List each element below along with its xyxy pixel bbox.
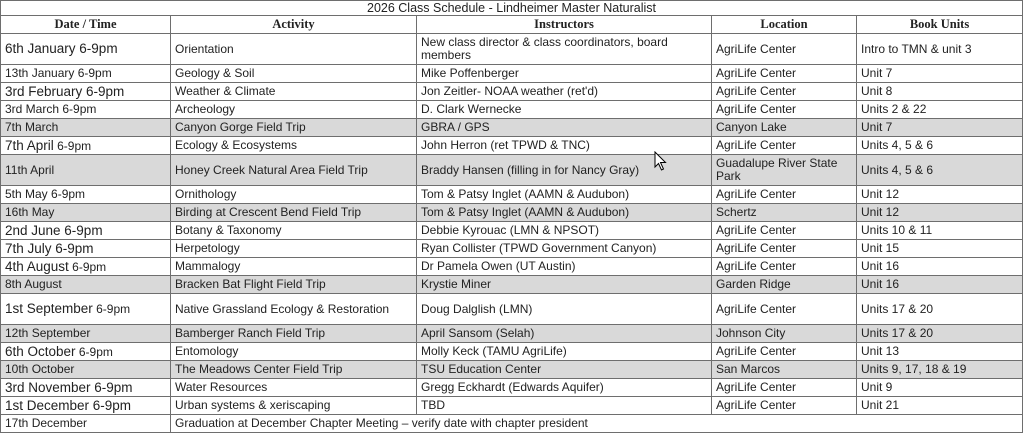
cell-date: [1, 119, 171, 137]
cell-date: [1, 379, 171, 397]
cell-activity: Bracken Bat Flight Field Trip: [171, 276, 417, 294]
table-row: [1, 204, 1023, 222]
cell-date: [1, 276, 171, 294]
header-date: Date / Time: [1, 16, 171, 34]
cell-activity: Weather & Climate: [171, 83, 417, 101]
table-row: [1, 325, 1023, 343]
graduation-note: Graduation at December Chapter Meeting – verify date with chapter president: [171, 415, 1023, 433]
cell-units: Units 4, 5 & 6: [857, 137, 1023, 155]
cell-units: Unit 9: [857, 379, 1023, 397]
cell-units: Units 10 & 11: [857, 222, 1023, 240]
cell-units: Intro to TMN & unit 3: [857, 34, 1023, 65]
title-row: [1, 1, 1023, 16]
table-row: [1, 34, 1023, 65]
cell-location: Guadalupe River State Park: [712, 155, 857, 186]
header-location: Location: [712, 16, 857, 34]
date-text: 4th August: [5, 258, 69, 274]
cell-date: [1, 101, 171, 119]
cell-units: Unit 21: [857, 397, 1023, 415]
cell-location: Johnson City: [712, 325, 857, 343]
cell-date: [1, 361, 171, 379]
cell-units: Units 17 & 20: [857, 294, 1023, 325]
mouse-pointer-icon: [654, 151, 668, 171]
date-text: 6th January 6-9pm: [5, 41, 118, 56]
date-text: 7th July 6-9pm: [5, 240, 94, 256]
cell-instructors: Jon Zeitler- NOAA weather (ret'd): [417, 83, 712, 101]
cell-date: [1, 397, 171, 415]
cell-instructors: TSU Education Center: [417, 361, 712, 379]
cell-instructors: Braddy Hansen (filling in for Nancy Gray): [417, 155, 712, 186]
cell-activity: Urban systems & xeriscaping: [171, 397, 417, 415]
cell-location: AgriLife Center: [712, 186, 857, 204]
cell-activity: Archeology: [171, 101, 417, 119]
cell-location: AgriLife Center: [712, 343, 857, 361]
cell-date: [1, 34, 171, 65]
cell-units: Unit 8: [857, 83, 1023, 101]
cell-date: [1, 294, 171, 325]
cell-units: Unit 13: [857, 343, 1023, 361]
time-text: 6-9pm: [59, 102, 97, 116]
date-text: 3rd February 6-9pm: [5, 83, 125, 99]
date-text: 7th March: [5, 120, 59, 134]
cell-instructors: Dr Pamela Owen (UT Austin): [417, 258, 712, 276]
cell-date: [1, 325, 171, 343]
cell-activity: Ornithology: [171, 186, 417, 204]
cell-location: Garden Ridge: [712, 276, 857, 294]
table-row: [1, 137, 1023, 155]
cell-location: AgriLife Center: [712, 65, 857, 83]
cell-activity: Mammalogy: [171, 258, 417, 276]
cell-location: AgriLife Center: [712, 240, 857, 258]
cell-units: Units 9, 17, 18 & 19: [857, 361, 1023, 379]
table-row: [1, 155, 1023, 186]
table-row: [1, 222, 1023, 240]
cell-instructors: Tom & Patsy Inglet (AAMN & Audubon): [417, 204, 712, 222]
table-row: [1, 240, 1023, 258]
date-text: 1st September: [5, 301, 93, 316]
cell-date: [1, 204, 171, 222]
cell-location: AgriLife Center: [712, 34, 857, 65]
cell-location: Schertz: [712, 204, 857, 222]
date-text: 3rd November 6-9pm: [5, 379, 133, 395]
cell-date: [1, 137, 171, 155]
cell-date: 17th December: [1, 415, 171, 433]
cell-date: [1, 222, 171, 240]
cell-activity: Botany & Taxonomy: [171, 222, 417, 240]
cell-date: [1, 65, 171, 83]
cell-units: Units 17 & 20: [857, 325, 1023, 343]
cell-activity: Herpetology: [171, 240, 417, 258]
cell-activity: Orientation: [171, 34, 417, 65]
table-row: [1, 101, 1023, 119]
cell-location: AgriLife Center: [712, 294, 857, 325]
cell-instructors: Gregg Eckhardt (Edwards Aquifer): [417, 379, 712, 397]
cell-instructors: TBD: [417, 397, 712, 415]
cell-activity: Bamberger Ranch Field Trip: [171, 325, 417, 343]
cell-units: Unit 16: [857, 258, 1023, 276]
table-row: [1, 83, 1023, 101]
cell-activity: Birding at Crescent Bend Field Trip: [171, 204, 417, 222]
table-row: [1, 65, 1023, 83]
cell-activity: The Meadows Center Field Trip: [171, 361, 417, 379]
header-units: Book Units: [857, 16, 1023, 34]
date-text: 16th May: [5, 205, 55, 219]
table-row: [1, 119, 1023, 137]
cell-instructors: GBRA / GPS: [417, 119, 712, 137]
cell-instructors: Mike Poffenberger: [417, 65, 712, 83]
cell-activity: Native Grassland Ecology & Restoration: [171, 294, 417, 325]
cell-location: AgriLife Center: [712, 101, 857, 119]
cell-location: AgriLife Center: [712, 379, 857, 397]
date-text: 11th April: [5, 162, 55, 177]
cell-units: Units 4, 5 & 6: [857, 155, 1023, 186]
cell-activity: Honey Creek Natural Area Field Trip: [171, 155, 417, 186]
cell-units: Unit 12: [857, 186, 1023, 204]
table-row: [1, 397, 1023, 415]
cell-instructors: Debbie Kyrouac (LMN & NPSOT): [417, 222, 712, 240]
cell-activity: Canyon Gorge Field Trip: [171, 119, 417, 137]
date-text: 1st December 6-9pm: [5, 397, 132, 413]
cell-date: [1, 258, 171, 276]
time-text: 6-9pm: [53, 138, 92, 153]
date-text: 6th October: [5, 343, 76, 359]
cell-instructors: John Herron (ret TPWD & TNC): [417, 137, 712, 155]
header-activity: Activity: [171, 16, 417, 34]
table-row: [1, 186, 1023, 204]
cell-location: Canyon Lake: [712, 119, 857, 137]
cell-activity: Entomology: [171, 343, 417, 361]
table-row: [1, 258, 1023, 276]
date-text: 5th May: [5, 187, 48, 201]
page-title: 2026 Class Schedule - Lindheimer Master Naturalist: [1, 1, 1023, 16]
table-row: [1, 379, 1023, 397]
cell-units: Unit 7: [857, 119, 1023, 137]
date-text: 2nd June 6-9pm: [5, 222, 103, 238]
table-row: [1, 276, 1023, 294]
time-text: 6-9pm: [47, 187, 86, 201]
cell-instructors: Molly Keck (TAMU AgriLife): [417, 343, 712, 361]
cell-date: [1, 240, 171, 258]
table-row: [1, 361, 1023, 379]
cell-activity: Water Resources: [171, 379, 417, 397]
time-text: 6-9pm: [68, 259, 107, 274]
time-text: 6-9pm: [92, 302, 131, 316]
cell-location: San Marcos: [712, 361, 857, 379]
cell-instructors: April Sansom (Selah): [417, 325, 712, 343]
header-row: [1, 16, 1023, 34]
table-row-final: [1, 415, 1023, 433]
date-text: 10th October: [5, 362, 75, 376]
cell-activity: Ecology & Ecosystems: [171, 137, 417, 155]
cell-units: Units 2 & 22: [857, 101, 1023, 119]
cell-location: AgriLife Center: [712, 83, 857, 101]
cell-instructors: Tom & Patsy Inglet (AAMN & Audubon): [417, 186, 712, 204]
cell-date: [1, 83, 171, 101]
cell-instructors: D. Clark Wernecke: [417, 101, 712, 119]
cell-units: Unit 15: [857, 240, 1023, 258]
cell-location: AgriLife Center: [712, 258, 857, 276]
cell-date: [1, 155, 171, 186]
table-row: [1, 343, 1023, 361]
cell-units: Unit 16: [857, 276, 1023, 294]
cell-units: Unit 7: [857, 65, 1023, 83]
time-text: 6-9pm: [75, 344, 113, 359]
date-text: 13th January 6-9pm: [5, 66, 112, 80]
cell-location: AgriLife Center: [712, 397, 857, 415]
cell-instructors: Doug Dalglish (LMN): [417, 294, 712, 325]
cell-instructors: Krystie Miner: [417, 276, 712, 294]
cell-location: AgriLife Center: [712, 137, 857, 155]
date-text: 12th September: [5, 326, 91, 340]
cell-instructors: New class director & class coordinators, board members: [417, 34, 712, 65]
cell-date: [1, 343, 171, 361]
date-text: 3rd March: [5, 102, 60, 116]
date-text: 7th April: [5, 137, 54, 153]
table-row: [1, 294, 1023, 325]
cell-date: [1, 186, 171, 204]
cell-activity: Geology & Soil: [171, 65, 417, 83]
header-instructors: Instructors: [417, 16, 712, 34]
cell-units: Unit 12: [857, 204, 1023, 222]
cell-location: AgriLife Center: [712, 222, 857, 240]
date-text: 8th August: [5, 277, 62, 291]
cell-instructors: Ryan Collister (TPWD Government Canyon): [417, 240, 712, 258]
